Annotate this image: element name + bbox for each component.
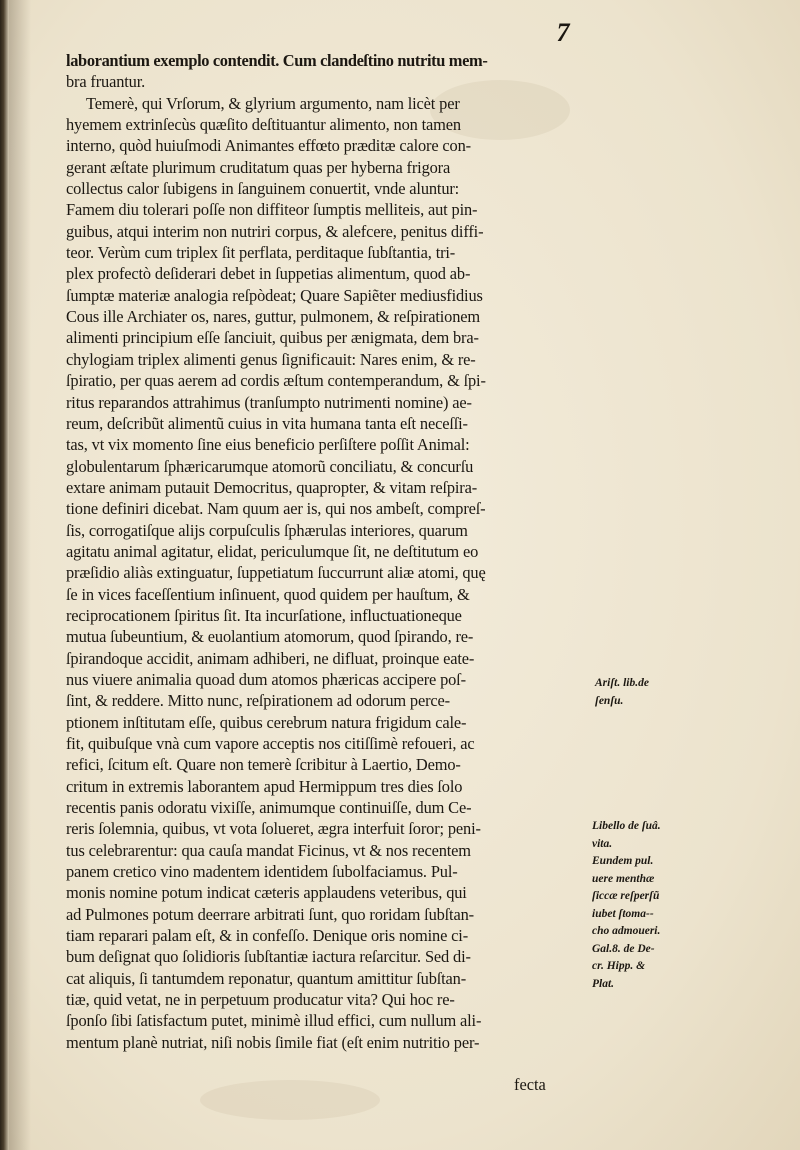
text-line: refici, ſcitum eſt. Quare non temerè ſcribitur à Laertio, Demo- [66, 755, 461, 775]
text-line: recentis panis odoratu vixiſſe, animumque continuiſſe, dum Ce- [66, 798, 472, 818]
text-line: agitatu animal agitatur, elidat, periculumque ſit, ne deſtitutum eo [66, 541, 479, 561]
text-line: ptionem inſtitutam eſſe, quibus cerebrum natura frigidum cale- [66, 712, 467, 732]
text-line: tione definiri dicebat. Nam quum aer is, qui nos ambeſt, compreſ- [66, 499, 486, 519]
margin-note-line: cr. Hipp. & [592, 960, 646, 972]
text-line: Famem diu tolerari poſſe non diffiteor ſumptis melliteis, aut pin- [66, 200, 478, 220]
text-line: Cous ille Archiater os, nares, guttur, pulmonem, & reſpirationem [66, 307, 480, 327]
text-line: ſint, & reddere. Mitto nunc, reſpirationem ad odorum perce- [66, 691, 450, 711]
text-line: laborantium exemplo contendit. Cum clandeſtino nutritu mem- [66, 51, 488, 70]
text-line: monis nomine potum indicat cæteris applaudens veteribus, qui [66, 883, 467, 903]
text-line: ad Pulmones potum deerrare arbitrati ſunt, quo roridam ſubſtan- [66, 904, 474, 924]
text-line: collectus calor ſubigens in ſanguinem conuertit, vnde aluntur: [66, 179, 460, 199]
text-line: tiam reparari palam eſt, & in confeſſo. Denique oris nomine ci- [66, 926, 468, 946]
text-line: ritus reparandos attrahimus (tranſumpto nutrimenti nomine) ae- [66, 392, 472, 412]
text-line: extare animam putauit Democritus, quapropter, & vitam reſpira- [66, 477, 478, 497]
text-line: mutua ſubeuntium, & euolantium atomorum, quod ſpirando, re- [66, 627, 474, 647]
text-line: tas, vt vix momento ſine eius beneficio perſiſtere poſſit Animal: [66, 435, 470, 455]
text-line: præſidio aliàs extinguatur, ſuppetiatum ſuccurrunt aliæ atomi, quę [66, 563, 486, 583]
text-line: ſpirandoque accidit, animam adhiberi, ne difluat, proinque eate- [66, 648, 475, 668]
margin-note-line: vita. [592, 837, 613, 850]
text-line: tiæ, quid vetat, ne in perpetuum producatur vita? Qui hoc re- [66, 990, 455, 1010]
text-line: plex profectò deſiderari debet in ſuppetias alimentum, quod ab- [66, 264, 471, 284]
text-line: ſponſo ſibi ſatisfactum putet, minimè illud effici, cum nullum ali- [66, 1011, 482, 1031]
margin-note-line: iubet ſtoma-- [592, 907, 654, 920]
margin-note-line: ſenſu. [595, 694, 624, 707]
paper-stain [200, 1080, 380, 1120]
text-line: ſumptæ materiæ analogia reſpòdeat; Quare Sapiẽter mediusfidius [66, 285, 483, 305]
text-line: gerant æſtate plurimum cruditatum quas per hyberna frigora [66, 157, 451, 177]
body-text [66, 50, 580, 1053]
margin-note-line: uere menthæ [592, 872, 655, 885]
text-line: Temerè, qui Vrſorum, & glyrium argumento, nam licèt per [86, 93, 460, 113]
text-line: chylogiam triplex alimenti genus ſignificauit: Nares enim, & re- [66, 349, 476, 369]
text-line: bum deſignat quo ſolidioris ſubſtantiæ iactura reſarcitur. Sed di- [66, 947, 471, 967]
text-line: ſe in vices faceſſentium inſinuent, quod quidem per hauſtum, & [66, 584, 470, 604]
text-line: globulentarum ſphæricarumque atomorũ conciliatu, & concurſu [66, 456, 474, 476]
margin-note-line: ſiccæ reſperſũ [592, 890, 660, 902]
margin-note-line: Eundem pul. [592, 855, 654, 867]
text-line: fit, quibuſque vnà cum vapore acceptis nos citiſſimè refoueri, ac [66, 734, 475, 753]
text-line: guibus, atqui interim non nutriri corpus, & alefcere, penitus diffi- [66, 221, 484, 241]
text-line: nus viuere animalia quoad dum atomos phæricas accipere poſ- [66, 669, 466, 689]
binding-shadow [9, 0, 31, 1150]
text-line: reum, deſcribũt alimentũ cuius in vita humana tanta eſt neceſſi- [66, 413, 468, 433]
margin-note-line: Ariſt. lib.de [595, 677, 649, 689]
margin-note-line: Libello de ſuâ. [592, 820, 661, 832]
text-line: hyemem extrinſecùs quæſito deſtituantur alimento, non tamen [66, 115, 461, 135]
margin-note-line: Gal.8. de De- [592, 942, 655, 955]
text-line: critum in extremis laborantem apud Hermippum tres dies ſolo [66, 776, 463, 796]
text-line: tus celebrarentur: qua cauſa mandat Ficinus, vt & nos recentem [66, 840, 471, 860]
text-line: panem cretico vino madentem identidem ſubolfaciamus. Pul- [66, 862, 458, 882]
text-line: ſpiratio, per quas aerem ad cordis æſtum contemperandum, & ſpi- [66, 371, 486, 391]
text-line: alimenti principium eſſe ſanciuit, quibus per ænigmata, dem bra- [66, 328, 479, 348]
text-line: interno, quòd huiuſmodi Animantes effœto præditæ calore con- [66, 136, 471, 156]
margin-note-libello [592, 818, 661, 993]
text-line: bra fruantur. [66, 72, 146, 92]
catchword: fecta [514, 1075, 546, 1094]
margin-note-line: Plat. [592, 977, 615, 990]
text-line: ſis, corrogatiſque alijs corpuſculis ſphærulas interiores, quarum [66, 520, 468, 540]
margin-note-aristotle [595, 675, 649, 710]
text-line: reciprocationem ſpiritus ſit. Ita incurſatione, influctuationeque [66, 605, 462, 625]
text-line: reris ſolemnia, quibus, vt vota ſolueret, ægra interfuit ſoror; peni- [66, 819, 481, 839]
binding-edge [0, 0, 9, 1150]
text-line: teor. Verùm cum triplex ſit perflata, perditaque ſubſtantia, tri- [66, 243, 456, 263]
folio-number: 7 [556, 18, 570, 47]
text-line: cat aliquis, ſi tantumdem reponatur, quantum amittitur ſubſtan- [66, 968, 467, 988]
margin-note-line: cho admoueri. [592, 925, 661, 937]
text-line: mentum planè nutriat, niſi nobis ſimile fiat (eſt enim nutritio per- [66, 1032, 480, 1052]
